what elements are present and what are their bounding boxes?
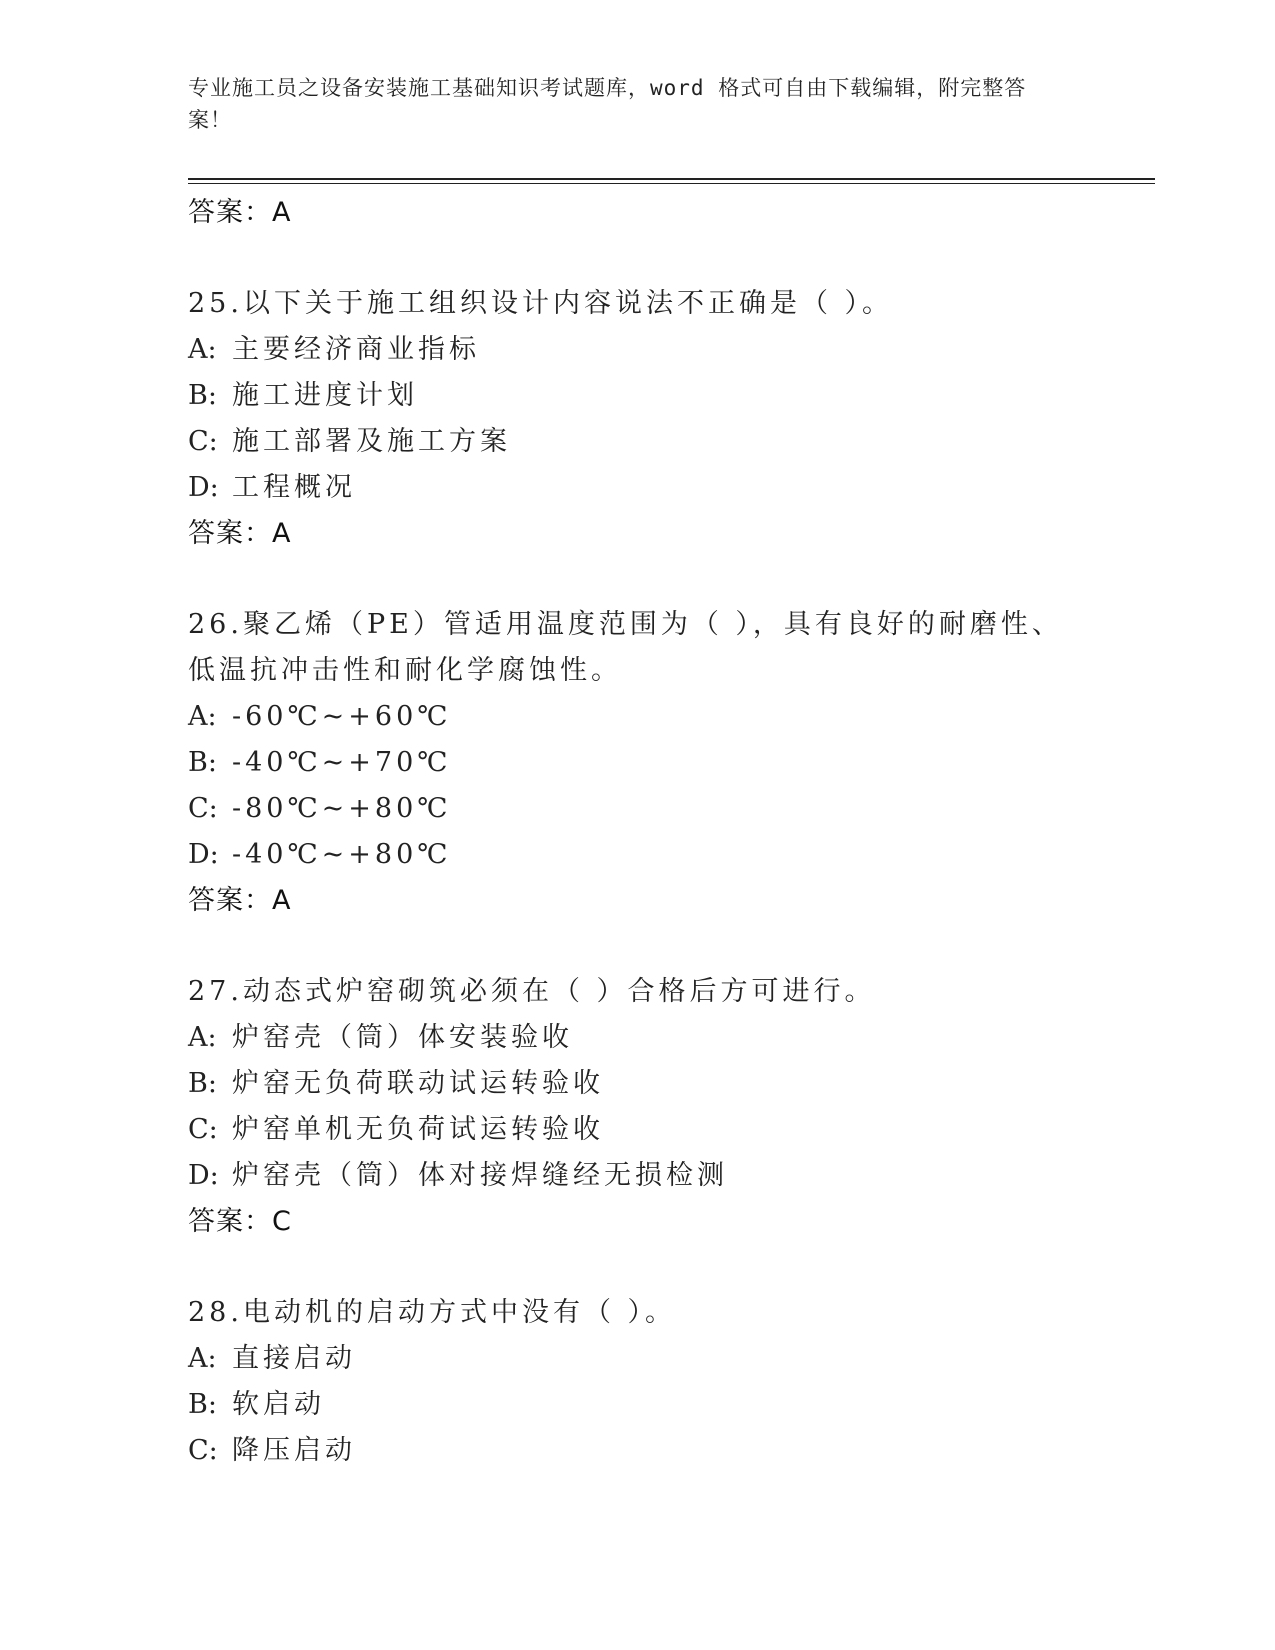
- spacer: [188, 236, 1088, 281]
- answer-line: 答案：A: [188, 885, 292, 916]
- option-c: [188, 419, 1088, 465]
- option-letter: C:: [188, 1114, 218, 1145]
- header-divider-thin: [188, 183, 1155, 184]
- question-block-28: [188, 1290, 1088, 1474]
- option-d: [188, 465, 1088, 511]
- option-letter: D:: [188, 1160, 219, 1191]
- option-letter: A:: [188, 701, 217, 732]
- option-b: [188, 1382, 1088, 1428]
- question-stem: 28.电动机的启动方式中没有（ ）。: [188, 1297, 677, 1328]
- option-letter: A:: [188, 334, 217, 365]
- option-text: 炉窑壳（筒）体对接焊缝经无损检测: [232, 1160, 728, 1191]
- option-text: 降压启动: [232, 1435, 356, 1466]
- option-text: -40℃~+70℃: [232, 747, 452, 778]
- option-text: -60℃~+60℃: [232, 701, 452, 732]
- option-text: 施工部署及施工方案: [232, 426, 511, 457]
- document-header-note: 专业施工员之设备安装施工基础知识考试题库，word 格式可自由下载编辑，附完整答案！: [188, 76, 1027, 132]
- option-d: [188, 832, 1088, 878]
- answer-line: 答案：A: [188, 518, 292, 549]
- answer-previous: 答案：A: [188, 197, 292, 228]
- option-text: -40℃~+80℃: [232, 839, 452, 870]
- question-stem: 26.聚乙烯（PE）管适用温度范围为（ ），具有良好的耐磨性、低温抗冲击性和耐化学腐蚀性。: [188, 609, 1063, 686]
- option-letter: D:: [188, 472, 219, 503]
- spacer: [188, 557, 1088, 602]
- header-divider-thick: [188, 178, 1155, 180]
- option-letter: C:: [188, 426, 218, 457]
- question-block-27: [188, 969, 1088, 1245]
- option-letter: A:: [188, 1343, 217, 1374]
- option-letter: B:: [188, 1068, 217, 1099]
- question-block-26: [188, 602, 1088, 924]
- option-letter: C:: [188, 1435, 218, 1466]
- question-block-25: [188, 281, 1088, 557]
- option-text: 炉窑壳（筒）体安装验收: [232, 1022, 573, 1053]
- spacer: [188, 924, 1088, 969]
- answer-line: 答案：C: [188, 1206, 292, 1237]
- option-letter: B:: [188, 747, 217, 778]
- option-text: 软启动: [232, 1389, 325, 1420]
- option-text: -80℃~+80℃: [232, 793, 452, 824]
- option-b: [188, 740, 1088, 786]
- option-text: 直接启动: [232, 1343, 356, 1374]
- option-a: [188, 694, 1088, 740]
- option-text: 炉窑单机无负荷试运转验收: [232, 1114, 604, 1145]
- option-letter: D:: [188, 839, 219, 870]
- option-b: [188, 1061, 1088, 1107]
- spacer: [188, 1245, 1088, 1290]
- option-a: [188, 1015, 1088, 1061]
- option-d: [188, 1153, 1088, 1199]
- option-b: [188, 373, 1088, 419]
- option-a: [188, 327, 1088, 373]
- option-text: 工程概况: [232, 472, 356, 503]
- option-c: [188, 1428, 1088, 1474]
- option-letter: C:: [188, 793, 218, 824]
- option-text: 炉窑无负荷联动试运转验收: [232, 1068, 604, 1099]
- option-a: [188, 1336, 1088, 1382]
- option-text: 施工进度计划: [232, 380, 418, 411]
- option-text: 主要经济商业指标: [232, 334, 480, 365]
- option-c: [188, 1107, 1088, 1153]
- question-list: [188, 190, 1088, 1474]
- option-c: [188, 786, 1088, 832]
- question-stem: 25.以下关于施工组织设计内容说法不正确是（ ）。: [188, 288, 894, 319]
- option-letter: B:: [188, 1389, 217, 1420]
- option-letter: B:: [188, 380, 217, 411]
- option-letter: A:: [188, 1022, 217, 1053]
- question-stem: 27.动态式炉窑砌筑必须在（ ）合格后方可进行。: [188, 976, 876, 1007]
